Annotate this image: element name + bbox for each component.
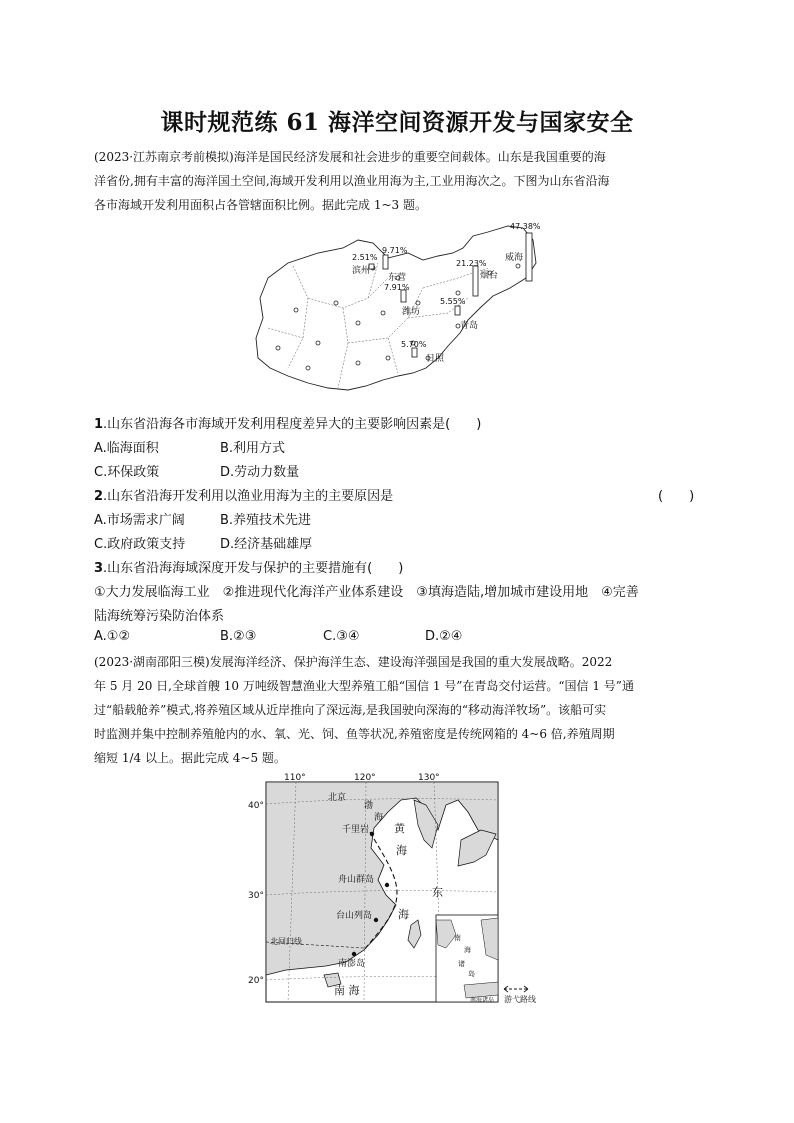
city-dongying: 东营	[388, 273, 407, 283]
q3-option-d[interactable]: D.②④	[425, 629, 463, 644]
intro2-line4: 时监测并集中控制养殖舱内的水、氧、光、饲、鱼等状况,养殖密度是传统网箱的 4~6 倍,养殖周期	[94, 727, 615, 741]
legend-label: 游弋路线	[504, 995, 536, 1004]
q2-option-c[interactable]: C.政府政策支持	[94, 537, 186, 552]
lon-130: 130°	[418, 773, 440, 783]
place-bo-hai: 海	[374, 813, 384, 823]
q3-option-a[interactable]: A.①②	[94, 629, 131, 644]
q1-option-c[interactable]: C.环保政策	[94, 465, 160, 480]
percent-yantai: 21.23%	[456, 259, 487, 268]
intro2-line3: 过“船载舱养”模式,将养殖区域从近岸推向了深远海,是我国驶向深海的“移动海洋牧场”。该船可实	[94, 703, 607, 717]
lat-20: 20°	[248, 976, 264, 986]
intro2-line5: 缩短 1/4 以上。据此完成 4~5 题。	[94, 751, 286, 765]
inset-label-4: 岛	[468, 970, 475, 978]
intro2-line1: (2023·湖南邵阳三模)发展海洋经济、保护海洋生态、建设海洋强国是我国的重大发展战略。2022	[94, 655, 613, 669]
place-nanpeng: 南澎岛	[338, 959, 366, 969]
page-title: 课时规范练 61 海洋空间资源开发与国家安全	[160, 109, 634, 136]
q3-option-c[interactable]: C.③④	[323, 629, 360, 644]
place-beijing: 北京	[328, 793, 347, 803]
percent-binzhou: 2.51%	[352, 253, 378, 262]
q2-option-d[interactable]: D.经济基础雄厚	[220, 537, 313, 552]
place-huang: 黄	[394, 822, 405, 835]
q3-option-b[interactable]: B.②③	[220, 629, 257, 644]
q1-option-a[interactable]: A.临海面积	[94, 441, 159, 456]
place-dong-hai: 海	[398, 908, 409, 921]
percent-weihai: 47.38%	[510, 222, 541, 231]
q2-answer-paren: ( )	[658, 489, 695, 504]
q1-option-b[interactable]: B.利用方式	[220, 441, 286, 456]
lon-120: 120°	[354, 773, 376, 783]
place-qianliyan: 千里岩	[342, 825, 370, 835]
inset-label-1: 南	[454, 934, 461, 942]
percent-qingdao: 5.55%	[440, 297, 466, 306]
intro2-line2: 年 5 月 20 日,全球首艘 10 万吨级智慧渔业大型养殖工船“国信 1 号”在青岛交付运营。“国信 1 号”通	[94, 679, 634, 693]
place-dong: 东	[432, 886, 443, 899]
inset-label-2: 海	[464, 946, 471, 954]
q2-option-a[interactable]: A.市场需求广阔	[94, 513, 185, 528]
city-qingdao: 青岛	[460, 321, 479, 331]
question-2	[94, 485, 393, 504]
place-huang-hai: 海	[396, 844, 407, 857]
q2-stem: .山东省沿海开发利用以渔业用海为主的主要原因是	[103, 489, 394, 504]
intro1-line1: (2023·江苏南京考前模拟)海洋是国民经济发展和社会进步的重要空间载体。山东是我国重要的海	[94, 150, 606, 164]
city-binzhou: 滨州	[352, 266, 371, 276]
question-3	[94, 557, 403, 576]
q2-number: 2	[94, 489, 104, 504]
place-tropic: 北回归线	[270, 937, 302, 946]
q3-number: 3	[94, 561, 104, 576]
intro1-line2: 洋省份,拥有丰富的海洋国土空间,海域开发利用以渔业用海为主,工业用海次之。下图为山东省沿海	[94, 174, 610, 188]
question-1	[94, 413, 481, 432]
lat-40: 40°	[248, 801, 264, 811]
intro1-line3: 各市海域开发利用面积占各管辖面积比例。据此完成 1~3 题。	[94, 198, 427, 212]
east-china-sea-map	[246, 770, 556, 1010]
inset-label-3: 诸	[458, 960, 465, 968]
q3-statements-line1: ①大力发展临海工业 ②推进现代化海洋产业体系建设 ③填海造陆,增加城市建设用地 ④完善	[94, 585, 639, 600]
city-rizhao: 日照	[426, 354, 445, 364]
city-weihai: 威海	[505, 253, 524, 263]
city-yantai: 烟台	[480, 271, 499, 281]
lat-30: 30°	[248, 891, 264, 901]
q1-stem: .山东省沿海各市海域开发利用程度差异大的主要影响因素是( )	[103, 417, 482, 432]
inset-caption: 南海诸岛	[470, 997, 495, 1004]
q3-stem: .山东省沿海海域深度开发与保护的主要措施有( )	[103, 561, 404, 576]
route-legend	[504, 986, 536, 1004]
percent-rizhao: 5.70%	[401, 340, 427, 349]
place-nan-hai: 南 海	[334, 984, 360, 997]
percent-weifang: 7.91%	[384, 283, 410, 292]
percent-dongying: 9.71%	[382, 246, 408, 255]
shandong-map	[248, 218, 548, 398]
city-weifang: 潍坊	[402, 307, 421, 317]
place-taishan: 台山列岛	[336, 911, 373, 921]
q2-option-b[interactable]: B.养殖技术先进	[220, 513, 312, 528]
q1-number: 1	[94, 417, 104, 432]
place-bo: 渤	[364, 801, 374, 811]
lon-110: 110°	[284, 773, 306, 783]
place-zhoushan: 舟山群岛	[338, 875, 375, 885]
q1-option-d[interactable]: D.劳动力数量	[220, 465, 300, 480]
q3-statements-line2: 陆海统筹污染防治体系	[94, 609, 225, 624]
